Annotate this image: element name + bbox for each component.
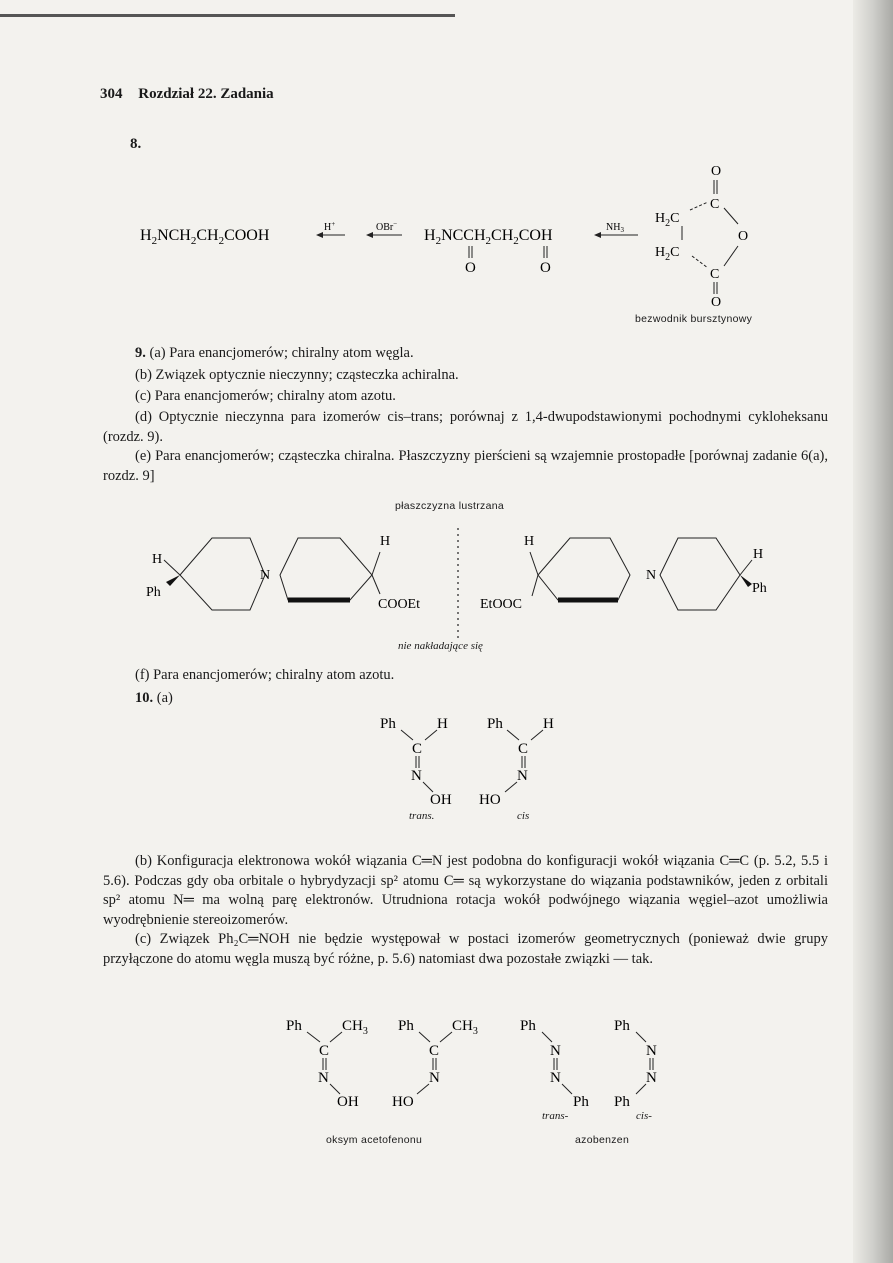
svg-text:EtOOC: EtOOC	[480, 597, 522, 612]
svg-text:Ph: Ph	[752, 581, 767, 596]
top-rule	[0, 14, 455, 17]
carbonyl-o-2: O	[540, 260, 551, 276]
problem-10-b: (b) Konfiguracja elektronowa wokół wiązania C═N jest podobna do konfiguracji wokół wiązania C═C (p. 5.2, 5.5 i 5.6). Podczas gdy oba orbitale o hybrydyzacji sp² atomu C═ są wykorzystane do wiązania podstawników, jeden z orbitali sp² atomu N═ ma wolną parę elektronów. Utrudniona rotacja wokół podwójnego wiązania węgiel–azot umożliwia wyodrębnienie stereoizomerów.	[103, 853, 828, 928]
geometric-isomer-structures	[280, 1010, 700, 1120]
oxime-caption: oksym acetofenonu	[326, 1134, 423, 1146]
svg-text:N: N	[646, 1070, 657, 1086]
problem-9-e: (e) Para enancjomerów; cząsteczka chiralna. Płaszczyzny pierścieni są wzajemnie prostopadłe [porównaj zadanie 6(a), rozdz. 9]	[103, 448, 828, 484]
problem-9e-enantiomers	[140, 520, 800, 645]
svg-text:Ph: Ph	[146, 585, 161, 600]
svg-text:N: N	[429, 1070, 440, 1086]
non-superimposable-caption: nie nakładające się	[398, 640, 483, 652]
svg-text:OH: OH	[337, 1094, 359, 1110]
problem-9-a	[135, 345, 414, 362]
chapter-title: Rozdział 22. Zadania	[138, 86, 274, 102]
ring-c-top: C	[710, 197, 720, 212]
arrow-1-reagent: H+	[324, 220, 336, 233]
aldoxime-isomers	[375, 708, 575, 808]
svg-text:Ph: Ph	[614, 1018, 630, 1034]
svg-text:N: N	[318, 1070, 329, 1086]
problem-9-b: (b) Związek optycznie nieczynny; cząsteczka achiralna.	[135, 367, 459, 383]
svg-text:N: N	[517, 768, 528, 784]
svg-text:C: C	[518, 741, 529, 757]
problem-9-f: (f) Para enancjomerów; chiralny atom azotu.	[135, 667, 395, 683]
mirror-plane-caption: płaszczyzna lustrzana	[395, 500, 505, 512]
problem-10-number: 10.	[135, 690, 154, 706]
trans-label: trans.	[409, 810, 435, 822]
page-header	[100, 86, 274, 103]
problem-9-number: 9.	[135, 345, 146, 361]
arrow-1-head	[316, 232, 323, 238]
svg-text:HO: HO	[479, 792, 501, 808]
svg-text:C: C	[412, 741, 423, 757]
problem-10-a-label: (a)	[156, 690, 173, 706]
ring-c-bottom: C	[710, 267, 720, 282]
problem-8-reaction-scheme	[140, 160, 820, 330]
svg-text:H: H	[753, 547, 764, 562]
arrow-2-reagent: OBr−	[376, 220, 398, 233]
svg-text:CH3: $CH_3$	[452, 1018, 478, 1037]
arrow-3-reagent: $NH_3$	[606, 222, 624, 234]
right-spiro-molecule	[480, 534, 767, 612]
svg-text:Ph: Ph	[520, 1018, 536, 1034]
page-edge-shadow	[853, 0, 893, 1263]
arrow-3-head	[594, 232, 601, 238]
problem-9-c: (c) Para enancjomerów; chiralny atom azotu.	[135, 388, 396, 404]
svg-text:CH3: $CH_3$	[342, 1018, 368, 1037]
svg-text:C: C	[429, 1043, 440, 1059]
intermediate-formula: $H_2NCCH_2CH_2COH$	[424, 227, 553, 247]
problem-9-a-text: (a) Para enancjomerów; chiralny atom węgla.	[149, 345, 414, 361]
azobenzene-caption: azobenzen	[575, 1134, 630, 1146]
azo-cis-label: cis-	[636, 1110, 652, 1122]
svg-text:Ph: Ph	[573, 1094, 589, 1110]
svg-text:Ph: Ph	[398, 1018, 414, 1034]
ring-o-bridge: O	[738, 229, 749, 244]
ring-o-bottom: O	[711, 295, 722, 310]
svg-text:COOEt: COOEt	[378, 597, 420, 612]
page-number: 304	[100, 86, 123, 102]
ring-h2c-bottom: $H_2C$	[655, 245, 680, 263]
svg-text:Ph: Ph	[487, 716, 503, 732]
ring-o-top: O	[711, 164, 722, 179]
azo-trans-label: trans-	[542, 1110, 569, 1122]
svg-text:H: H	[437, 716, 448, 732]
reactant-formula: $H_2NCH_2CH_2COOH$	[140, 227, 270, 247]
svg-text:H: H	[152, 552, 163, 567]
problem-10-a	[135, 690, 173, 707]
left-n-atom: N	[260, 568, 271, 583]
svg-text:OH: OH	[430, 792, 452, 808]
problem-9-d: (d) Optycznie nieczynna para izomerów cis–trans; porównaj z 1,4-dwupodstawionymi pochodnymi cykloheksanu (rozdz. 9).	[103, 409, 828, 445]
anhydride-caption: bezwodnik bursztynowy	[635, 313, 753, 325]
ring-h2c-top: $H_2C$	[655, 211, 680, 229]
left-spiro-molecule	[146, 534, 420, 612]
cis-label: cis	[517, 810, 530, 822]
svg-text:N: N	[411, 768, 422, 784]
svg-text:N: N	[646, 1043, 657, 1059]
svg-text:Ph: Ph	[380, 716, 396, 732]
svg-text:H: H	[380, 534, 391, 549]
problem-10-c: (c) Związek Ph₂C═NOH nie będzie występował w postaci izomerów geometrycznych (ponieważ dwie grupy przyłączone do atomu węgla muszą być różne, p. 5.6) natomiast dwa pozostałe związki — tak.	[103, 931, 828, 967]
svg-text:HO: HO	[392, 1094, 414, 1110]
svg-text:H: H	[524, 534, 535, 549]
svg-text:C: C	[319, 1043, 330, 1059]
carbonyl-o-1: O	[465, 260, 476, 276]
svg-text:Ph: Ph	[286, 1018, 302, 1034]
svg-text:N: N	[550, 1043, 561, 1059]
svg-text:Ph: Ph	[614, 1094, 630, 1110]
arrow-2-head	[366, 232, 373, 238]
problem-8-number: 8.	[130, 136, 142, 152]
svg-text:N: N	[550, 1070, 561, 1086]
right-n-atom: N	[646, 568, 657, 583]
svg-text:H: H	[543, 716, 554, 732]
